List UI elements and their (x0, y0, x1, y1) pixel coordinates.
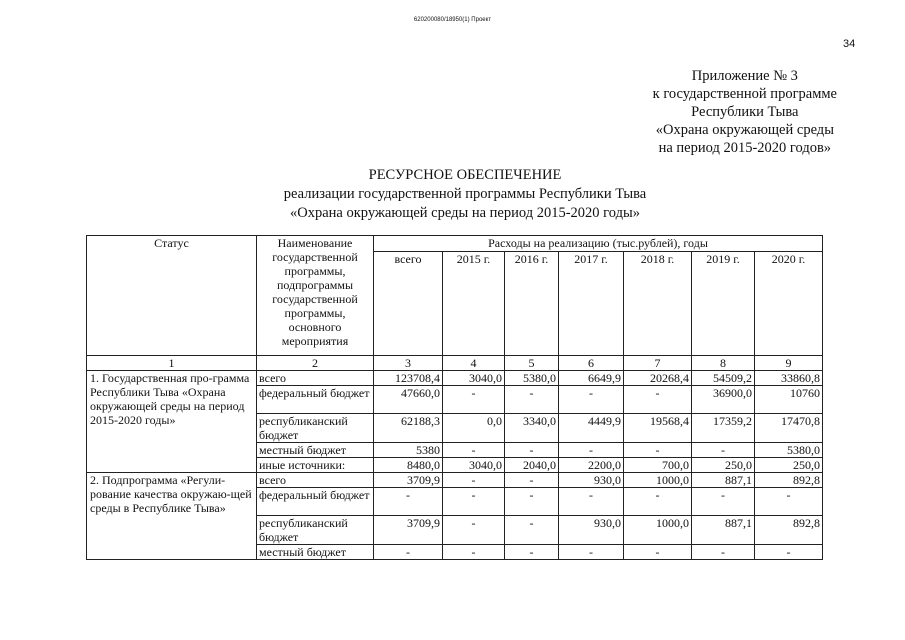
column-number: 8 (692, 356, 755, 371)
value-cell: - (505, 516, 559, 545)
value-cell: 62188,3 (374, 414, 443, 443)
value-cell: - (692, 545, 755, 560)
value-cell: 1000,0 (624, 516, 692, 545)
value-cell: 20268,4 (624, 371, 692, 386)
column-number: 7 (624, 356, 692, 371)
year-header: всего (374, 252, 443, 356)
value-cell: 700,0 (624, 458, 692, 473)
program-status: 2. Подпрограмма «Регули-рование качества окружаю-щей среды в Республике Тыва» (87, 473, 257, 560)
value-cell: - (559, 545, 624, 560)
value-cell: - (624, 488, 692, 516)
value-cell: 17470,8 (755, 414, 823, 443)
value-cell: 3040,0 (443, 371, 505, 386)
value-cell: 887,1 (692, 473, 755, 488)
column-number: 6 (559, 356, 624, 371)
funding-source: республиканский бюджет (257, 516, 374, 545)
value-cell: - (692, 443, 755, 458)
value-cell: 4449,9 (559, 414, 624, 443)
value-cell: - (624, 545, 692, 560)
value-cell: - (443, 386, 505, 414)
value-cell: - (443, 488, 505, 516)
column-number: 5 (505, 356, 559, 371)
value-cell: - (505, 545, 559, 560)
value-cell: - (374, 488, 443, 516)
value-cell: 250,0 (755, 458, 823, 473)
value-cell: 2040,0 (505, 458, 559, 473)
value-cell: 10760 (755, 386, 823, 414)
appendix-line: к государственной программе (652, 86, 837, 102)
resource-table (86, 235, 823, 560)
year-header: 2020 г. (755, 252, 823, 356)
title-line: РЕСУРСНОЕ ОБЕСПЕЧЕНИЕ (368, 167, 562, 183)
appendix-line: на период 2015-2020 годов» (658, 140, 832, 156)
value-cell: - (559, 386, 624, 414)
funding-source: всего (257, 371, 374, 386)
funding-source: республиканский бюджет (257, 414, 374, 443)
value-cell: 250,0 (692, 458, 755, 473)
value-cell: 930,0 (559, 473, 624, 488)
program-status: 1. Государственная про-грамма Республики Тыва «Охрана окружающей среды на период 2015-2020 годы» (87, 371, 257, 473)
value-cell: 3040,0 (443, 458, 505, 473)
value-cell: 892,8 (755, 516, 823, 545)
value-cell: - (755, 488, 823, 516)
title-line: «Охрана окружающей среды на период 2015-2020 годы» (290, 205, 640, 221)
value-cell: 8480,0 (374, 458, 443, 473)
column-number: 3 (374, 356, 443, 371)
value-cell: - (692, 488, 755, 516)
column-number: 2 (257, 356, 374, 371)
value-cell: 19568,4 (624, 414, 692, 443)
value-cell: - (443, 516, 505, 545)
value-cell: - (443, 473, 505, 488)
value-cell: 5380,0 (505, 371, 559, 386)
funding-source: местный бюджет (257, 443, 374, 458)
appendix-block (653, 67, 837, 157)
value-cell: 930,0 (559, 516, 624, 545)
value-cell: - (559, 488, 624, 516)
value-cell: 17359,2 (692, 414, 755, 443)
column-number: 1 (87, 356, 257, 371)
value-cell: 3340,0 (505, 414, 559, 443)
value-cell: 0,0 (443, 414, 505, 443)
value-cell: - (443, 443, 505, 458)
value-cell: - (559, 443, 624, 458)
value-cell: 5380,0 (755, 443, 823, 458)
value-cell: - (624, 443, 692, 458)
value-cell: - (374, 545, 443, 560)
funding-source: иные источники: (257, 458, 374, 473)
column-number: 9 (755, 356, 823, 371)
value-cell: 887,1 (692, 516, 755, 545)
value-cell: - (624, 386, 692, 414)
value-cell: 5380 (374, 443, 443, 458)
document-title (200, 166, 730, 223)
value-cell: 1000,0 (624, 473, 692, 488)
funding-source: федеральный бюджет (257, 386, 374, 414)
document-stamp: 620200080/18950(1) Проект (413, 17, 492, 23)
value-cell: - (505, 386, 559, 414)
value-cell: 3709,9 (374, 516, 443, 545)
value-cell: - (505, 443, 559, 458)
value-cell: 33860,8 (755, 371, 823, 386)
value-cell: 3709,9 (374, 473, 443, 488)
value-cell: 892,8 (755, 473, 823, 488)
value-cell: 123708,4 (374, 371, 443, 386)
header-expenses: Расходы на реализацию (тыс.рублей), годы (374, 236, 823, 252)
value-cell: - (505, 488, 559, 516)
year-header: 2018 г. (624, 252, 692, 356)
header-status: Статус (87, 236, 257, 356)
value-cell: 6649,9 (559, 371, 624, 386)
year-header: 2017 г. (559, 252, 624, 356)
value-cell: 47660,0 (374, 386, 443, 414)
appendix-line: Приложение № 3 (691, 68, 798, 84)
table-row (87, 371, 823, 386)
value-cell: 36900,0 (692, 386, 755, 414)
page-number: 34 (843, 38, 856, 50)
header-name: Наименование государственной программы, подпрограммы государственной программы, основного мероприятия (257, 236, 374, 356)
value-cell: 2200,0 (559, 458, 624, 473)
funding-source: всего (257, 473, 374, 488)
funding-source: местный бюджет (257, 545, 374, 560)
table-row (87, 473, 823, 488)
value-cell: - (755, 545, 823, 560)
column-number: 4 (443, 356, 505, 371)
value-cell: - (505, 473, 559, 488)
appendix-line: Республики Тыва (691, 104, 799, 120)
value-cell: 54509,2 (692, 371, 755, 386)
year-header: 2016 г. (505, 252, 559, 356)
year-header: 2019 г. (692, 252, 755, 356)
title-line: реализации государственной программы Республики Тыва (283, 186, 647, 202)
value-cell: - (443, 545, 505, 560)
funding-source: федеральный бюджет (257, 488, 374, 516)
appendix-line: «Охрана окружающей среды (655, 122, 834, 138)
year-header: 2015 г. (443, 252, 505, 356)
